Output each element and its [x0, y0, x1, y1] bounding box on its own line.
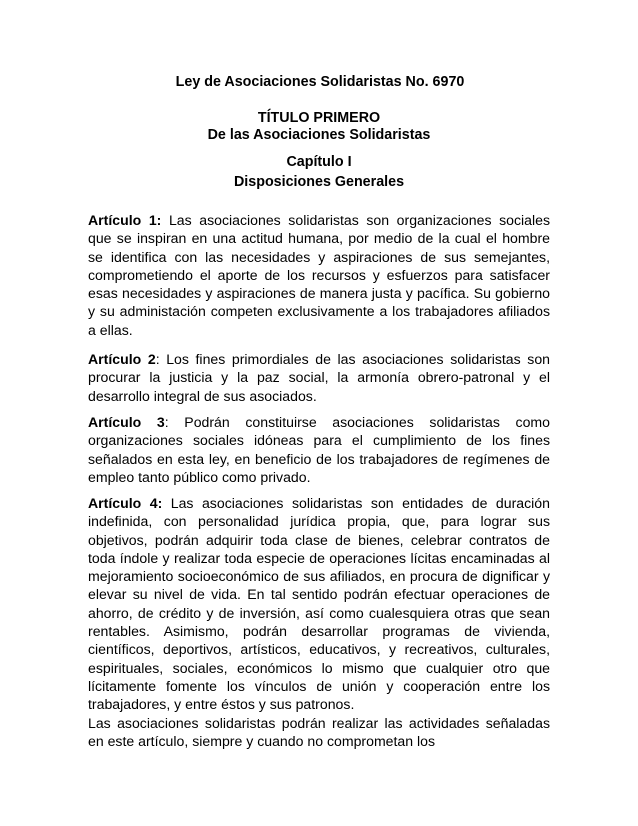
article-1-label: Artículo 1: [88, 212, 162, 228]
article-4-label: Artículo 4: [88, 495, 163, 511]
capitulo-heading: Capítulo I [286, 154, 352, 170]
article-1 [88, 211, 550, 339]
article-2 [88, 350, 550, 405]
capitulo-subtitle: Disposiciones Generales [233, 174, 405, 190]
article-3-text: : Podrán constituirse asociaciones solidaristas como organizaciones sociales idóneas para el cumplimiento de los fines señalados en esta ley, en beneficio de los trabajadores de regímenes de empleo tanto público como privado. [88, 414, 551, 485]
article-3-label: Artículo 3 [88, 414, 165, 430]
article-3 [88, 413, 550, 486]
article-4 [88, 494, 550, 714]
titulo-subtitle: De las Asociaciones Solidaristas [207, 127, 431, 143]
article-1-text: Las asociaciones solidaristas son organizaciones sociales que se inspiran en una actitud humana, por medio de la cual el hombre se identifica con las necesidades y aspiraciones de sus semejantes, comprometiendo el aporte de los recursos y esfuerzos para satisfacer esas necesidades y aspiraciones de manera justa y pacífica. Su gobierno y su administación competen exclusivamente a los trabajadores afiliados a ellas. [88, 212, 550, 338]
closing-paragraph: Las asociaciones solidaristas podrán realizar las actividades señaladas en este artículo, siempre y cuando no comprometan los [88, 715, 550, 750]
article-2-label: Artículo 2 [88, 351, 156, 367]
article-2-text: : Los fines primordiales de las asociaciones solidaristas son procurar la justicia y la paz social, la armonía obrero-patronal y el desarrollo integral de sus asociados. [88, 351, 551, 404]
law-title: Ley de Asociaciones Solidaristas No. 6970 [175, 74, 465, 90]
titulo-heading: TÍTULO PRIMERO [257, 110, 381, 126]
article-4-text: Las asociaciones solidaristas son entidades de duración indefinida, con personalidad jurídica propia, que, para lograr sus objetivos, podrán adquirir toda clase de bienes, celebrar contratos de toda índole y realizar toda especie de operaciones lícitas encaminadas al mejoramiento socioeconómico de sus afiliados, en procura de dignificar y elevar su nivel de vida. En tal sentido podrán efectuar operaciones de ahorro, de crédito y de inversión, así como cualesquiera otras que sean rentables. Asimismo, podrán desarrollar programas de vivienda, científicos, deportivos, artísticos, educativos, y recreativos, culturales, espirituales, sociales, económicos lo mismo que cualquier otro que lícitamente fomente los vínculos de unión y cooperación entre los trabajadores, y entre éstos y sus patronos. [88, 495, 550, 713]
